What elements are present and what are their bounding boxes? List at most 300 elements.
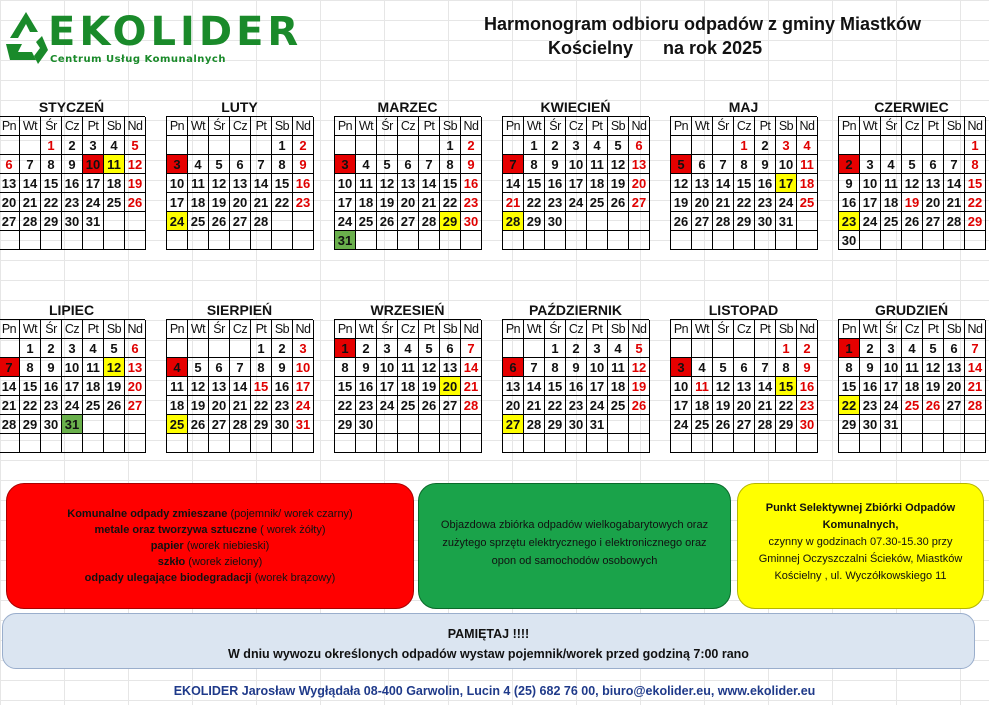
month-days-grid [838,319,985,453]
month-days-grid [166,319,313,453]
day-cell: 17 [860,193,881,212]
empty-cell [566,212,587,231]
day-cell: 10 [860,174,881,193]
weekday-header: Nd [125,320,146,339]
weekday-header: Wt [860,117,881,136]
day-cell: 31 [83,212,104,231]
empty-cell [524,231,545,250]
month-days-grid [502,319,649,453]
day-cell: 21 [503,193,524,212]
day-cell: 22 [965,193,986,212]
day-cell: 29 [965,212,986,231]
page-title [470,12,970,60]
day-cell: 10 [62,358,83,377]
empty-cell [20,434,41,453]
day-cell: 26 [125,193,146,212]
empty-cell [377,136,398,155]
day-cell: 4 [881,155,902,174]
weekday-header: Wt [860,320,881,339]
weekday-header: Śr [713,320,734,339]
day-cell: 31 [335,231,356,250]
empty-cell [377,415,398,434]
day-cell: 23 [461,193,482,212]
day-cell: 5 [104,339,125,358]
day-cell: 21 [524,396,545,415]
empty-cell [503,434,524,453]
empty-cell [671,231,692,250]
day-cell: 19 [104,377,125,396]
empty-cell [104,212,125,231]
weekday-header: Śr [209,320,230,339]
month-calendar [166,301,313,453]
day-cell: 12 [125,155,146,174]
day-cell: 22 [734,193,755,212]
empty-cell [587,212,608,231]
empty-cell [230,136,251,155]
day-cell: 12 [419,358,440,377]
day-cell: 24 [860,212,881,231]
day-cell: 5 [209,155,230,174]
day-cell: 19 [377,193,398,212]
day-cell: 28 [419,212,440,231]
weekday-header: Pn [839,320,860,339]
day-cell: 30 [272,415,293,434]
day-cell: 3 [881,339,902,358]
day-cell: 24 [566,193,587,212]
day-cell: 10 [335,174,356,193]
day-cell: 20 [503,396,524,415]
day-cell: 30 [41,415,62,434]
weekday-header: Cz [902,320,923,339]
day-cell: 3 [860,155,881,174]
weekday-header: Pt [251,117,272,136]
month-name: WRZESIEŃ [370,302,445,318]
day-cell: 19 [419,377,440,396]
legend-line: papier (worek niebieski) [150,540,270,552]
day-cell: 13 [230,174,251,193]
day-cell: 22 [335,396,356,415]
day-cell: 3 [293,339,314,358]
empty-cell [902,231,923,250]
day-cell: 31 [587,415,608,434]
empty-cell [629,231,650,250]
day-cell: 2 [755,136,776,155]
empty-cell [0,231,20,250]
weekday-header: Wt [356,117,377,136]
month-days-grid [166,116,313,250]
day-cell: 18 [902,377,923,396]
day-cell: 14 [461,358,482,377]
day-cell: 2 [860,339,881,358]
day-cell: 13 [125,358,146,377]
day-cell: 25 [881,212,902,231]
day-cell: 23 [62,193,83,212]
day-cell: 30 [545,212,566,231]
day-cell: 7 [419,155,440,174]
month-name: SIERPIEŃ [206,302,273,318]
day-cell: 8 [251,358,272,377]
day-cell: 4 [587,136,608,155]
day-cell: 20 [398,193,419,212]
day-cell: 7 [713,155,734,174]
empty-cell [272,212,293,231]
day-cell: 11 [188,174,209,193]
day-cell: 2 [566,339,587,358]
day-cell: 23 [755,193,776,212]
day-cell: 31 [776,212,797,231]
empty-cell [230,339,251,358]
day-cell: 9 [545,155,566,174]
day-cell: 24 [881,396,902,415]
day-cell: 6 [503,358,524,377]
empty-cell [188,339,209,358]
day-cell: 17 [587,377,608,396]
day-cell: 29 [440,212,461,231]
empty-cell [251,136,272,155]
empty-cell [776,434,797,453]
day-cell: 22 [41,193,62,212]
day-cell: 1 [440,136,461,155]
day-cell: 18 [167,396,188,415]
day-cell: 9 [41,358,62,377]
weekday-header: Śr [209,117,230,136]
day-cell: 27 [398,212,419,231]
day-cell: 22 [545,396,566,415]
day-cell: 23 [566,396,587,415]
day-cell: 8 [272,155,293,174]
weekday-header: Sb [776,320,797,339]
empty-cell [293,212,314,231]
empty-cell [944,136,965,155]
legend-yellow-text: czynny w godzinach 07.30-15.30 przy Gminnej Oczyszczalni Ścieków, Miastków Kościelny , ul. Wyczółkowskiego 11 [758,536,963,582]
day-cell: 18 [104,174,125,193]
weekday-header: Śr [377,320,398,339]
day-cell: 25 [83,396,104,415]
empty-cell [0,136,20,155]
empty-cell [692,136,713,155]
day-cell: 20 [692,193,713,212]
day-cell: 7 [20,155,41,174]
day-cell: 17 [83,174,104,193]
day-cell: 19 [125,174,146,193]
day-cell: 17 [671,396,692,415]
day-cell: 2 [62,136,83,155]
empty-cell [503,231,524,250]
day-cell: 20 [209,396,230,415]
weekday-header: Nd [797,320,818,339]
weekday-header: Pt [923,320,944,339]
day-cell: 19 [188,396,209,415]
day-cell: 16 [356,377,377,396]
day-cell: 13 [0,174,20,193]
month-days-grid [0,116,145,250]
empty-cell [356,136,377,155]
company-logo [0,0,330,72]
day-cell: 4 [356,155,377,174]
day-cell: 16 [461,174,482,193]
day-cell: 20 [734,396,755,415]
day-cell: 12 [608,155,629,174]
weekday-header: Sb [608,320,629,339]
day-cell: 9 [797,358,818,377]
day-cell: 25 [398,396,419,415]
day-cell: 28 [230,415,251,434]
day-cell: 26 [188,415,209,434]
day-cell: 9 [566,358,587,377]
empty-cell [713,434,734,453]
notice-box [2,613,975,669]
day-cell: 9 [860,358,881,377]
empty-cell [104,434,125,453]
empty-cell [62,434,83,453]
day-cell: 18 [188,193,209,212]
month-calendar [334,301,481,453]
day-cell: 23 [293,193,314,212]
day-cell: 5 [608,136,629,155]
empty-cell [902,136,923,155]
legend-green-text: Objazdowa zbiórka odpadów wielkogabarytowych oraz zużytego sprzętu elektrycznego i elektronicznego oraz opon od samochodów osobowych [440,519,709,567]
weekday-header: Pn [671,117,692,136]
day-cell: 17 [377,377,398,396]
month-calendar [670,98,817,250]
legend-mixed-waste [6,483,414,609]
empty-cell [902,415,923,434]
empty-cell [566,231,587,250]
legend-line: Komunalne odpady zmieszane (pojemnik/ worek czarny) [67,508,353,520]
empty-cell [230,434,251,453]
day-cell: 2 [545,136,566,155]
weekday-header: Wt [692,320,713,339]
empty-cell [608,212,629,231]
weekday-header: Nd [293,117,314,136]
day-cell: 14 [524,377,545,396]
empty-cell [608,434,629,453]
day-cell: 7 [965,339,986,358]
day-cell: 17 [293,377,314,396]
empty-cell [671,136,692,155]
legend-yellow-title: Punkt Selektywnej Zbiórki Odpadów Komunalnych, [765,502,956,531]
day-cell: 25 [608,396,629,415]
empty-cell [251,231,272,250]
month-name: LUTY [221,99,258,115]
empty-cell [209,339,230,358]
day-cell: 26 [104,396,125,415]
weekday-header: Nd [965,320,986,339]
day-cell: 23 [41,396,62,415]
day-cell: 12 [629,358,650,377]
day-cell: 11 [587,155,608,174]
weekday-header: Wt [524,117,545,136]
empty-cell [398,231,419,250]
day-cell: 25 [356,212,377,231]
day-cell: 16 [566,377,587,396]
day-cell: 19 [923,377,944,396]
day-cell: 22 [839,396,860,415]
day-cell: 4 [167,358,188,377]
empty-cell [125,231,146,250]
weekday-header: Cz [230,117,251,136]
day-cell: 14 [965,358,986,377]
day-cell: 1 [839,339,860,358]
weekday-header: Sb [104,320,125,339]
day-cell: 24 [587,396,608,415]
weekday-header: Sb [104,117,125,136]
day-cell: 27 [503,415,524,434]
day-cell: 3 [83,136,104,155]
day-cell: 30 [839,231,860,250]
day-cell: 10 [293,358,314,377]
day-cell: 26 [671,212,692,231]
footer-contact: EKOLIDER Jarosław Wygłądała 08-400 Garwolin, Lucin 4 (25) 682 76 00, biuro@ekolider.eu, www.ekolider.eu [173,684,816,698]
day-cell: 11 [902,358,923,377]
day-cell: 28 [524,415,545,434]
day-cell: 6 [692,155,713,174]
day-cell: 3 [671,358,692,377]
day-cell: 13 [923,174,944,193]
day-cell: 16 [62,174,83,193]
empty-cell [923,231,944,250]
day-cell: 25 [692,415,713,434]
weekday-header: Pt [419,117,440,136]
day-cell: 16 [839,193,860,212]
day-cell: 23 [797,396,818,415]
empty-cell [461,231,482,250]
day-cell: 21 [755,396,776,415]
day-cell: 3 [167,155,188,174]
day-cell: 13 [209,377,230,396]
month-days-grid [334,319,481,453]
weekday-header: Cz [62,320,83,339]
day-cell: 13 [692,174,713,193]
day-cell: 20 [0,193,20,212]
day-cell: 26 [608,193,629,212]
empty-cell [839,136,860,155]
month-calendar [334,98,481,250]
day-cell: 25 [902,396,923,415]
day-cell: 10 [377,358,398,377]
empty-cell [923,136,944,155]
day-cell: 21 [0,396,20,415]
day-cell: 18 [797,174,818,193]
day-cell: 14 [944,174,965,193]
day-cell: 4 [692,358,713,377]
weekday-header: Sb [272,117,293,136]
day-cell: 21 [461,377,482,396]
day-cell: 18 [356,193,377,212]
weekday-header: Śr [41,320,62,339]
day-cell: 16 [41,377,62,396]
day-cell: 11 [692,377,713,396]
day-cell: 4 [398,339,419,358]
day-cell: 18 [83,377,104,396]
day-cell: 7 [461,339,482,358]
day-cell: 2 [839,155,860,174]
day-cell: 22 [524,193,545,212]
day-cell: 18 [587,174,608,193]
day-cell: 2 [41,339,62,358]
empty-cell [293,231,314,250]
day-cell: 26 [629,396,650,415]
weekday-header: Wt [20,117,41,136]
day-cell: 4 [608,339,629,358]
day-cell: 17 [62,377,83,396]
empty-cell [797,434,818,453]
day-cell: 12 [377,174,398,193]
weekday-header: Śr [377,117,398,136]
day-cell: 30 [860,415,881,434]
weekday-header: Sb [608,117,629,136]
day-cell: 27 [923,212,944,231]
day-cell: 30 [797,415,818,434]
day-cell: 10 [776,155,797,174]
day-cell: 14 [419,174,440,193]
weekday-header: Cz [230,320,251,339]
day-cell: 15 [524,174,545,193]
day-cell: 19 [629,377,650,396]
logo-wordmark: EKOLIDER [48,9,303,55]
day-cell: 30 [755,212,776,231]
day-cell: 23 [272,396,293,415]
weekday-header: Pt [83,117,104,136]
empty-cell [62,231,83,250]
day-cell: 4 [902,339,923,358]
empty-cell [692,339,713,358]
day-cell: 31 [293,415,314,434]
month-days-grid [502,116,649,250]
day-cell: 23 [860,396,881,415]
month-days-grid [334,116,481,250]
empty-cell [545,434,566,453]
day-cell: 10 [566,155,587,174]
day-cell: 1 [335,339,356,358]
empty-cell [188,434,209,453]
day-cell: 28 [461,396,482,415]
weekday-header: Cz [398,320,419,339]
empty-cell [944,434,965,453]
empty-cell [440,434,461,453]
empty-cell [755,231,776,250]
day-cell: 28 [251,212,272,231]
month-days-grid [0,319,145,453]
empty-cell [881,231,902,250]
day-cell: 25 [104,193,125,212]
day-cell: 29 [41,212,62,231]
empty-cell [524,434,545,453]
empty-cell [671,434,692,453]
empty-cell [167,434,188,453]
day-cell: 12 [209,174,230,193]
day-cell: 5 [713,358,734,377]
weekday-header: Wt [356,320,377,339]
day-cell: 6 [398,155,419,174]
day-cell: 1 [272,136,293,155]
day-cell: 9 [839,174,860,193]
weekday-header: Wt [188,320,209,339]
weekday-header: Pt [755,117,776,136]
day-cell: 30 [356,415,377,434]
day-cell: 26 [713,415,734,434]
weekday-header: Wt [20,320,41,339]
day-cell: 28 [713,212,734,231]
month-days-grid [670,319,817,453]
weekday-header: Pn [167,117,188,136]
day-cell: 28 [20,212,41,231]
day-cell: 24 [62,396,83,415]
day-cell: 6 [629,136,650,155]
recycle-icon [2,6,50,68]
empty-cell [20,231,41,250]
day-cell: 21 [230,396,251,415]
